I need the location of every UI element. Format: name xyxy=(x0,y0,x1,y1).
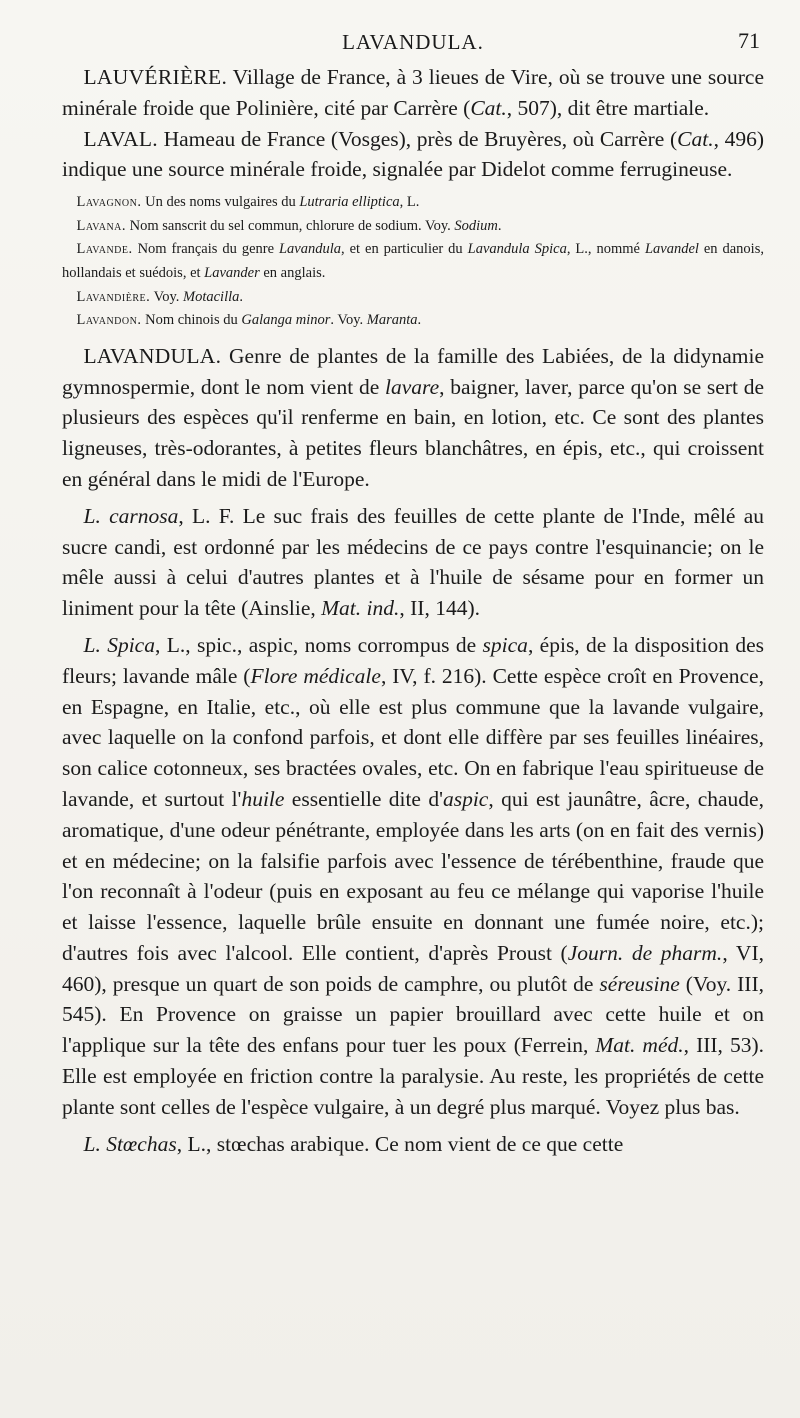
entry-term: Lavandière. xyxy=(76,288,151,305)
species-name: Lutraria elliptica xyxy=(299,194,400,211)
citation: Mat. ind. xyxy=(321,596,400,621)
entry-lavana: Lavana. Nom sanscrit du sel commun, chlorure de sodium. Voy. Sodium. xyxy=(76,217,502,234)
entry-lavagnon: Lavagnon. Un des noms vulgaires du Lutraria elliptica, L. xyxy=(76,194,420,211)
running-title: LAVANDULA. xyxy=(342,30,484,54)
species-heading: L. Stœchas xyxy=(83,1131,177,1156)
species-name: Galanga minor xyxy=(241,312,331,329)
running-head xyxy=(62,28,764,58)
species-heading: L. Spica xyxy=(83,632,155,657)
aspic-word: aspic xyxy=(442,786,489,811)
sereusine-word: séreusine xyxy=(599,971,680,996)
danish-name: Lavandel xyxy=(644,241,699,258)
oil-word: huile xyxy=(241,786,285,811)
entry-term: LAUVÉRIÈRE. xyxy=(83,65,228,89)
species-name: Lavandula Spica xyxy=(467,241,567,258)
entry-lavandon: Lavandon. Nom chinois du Galanga minor. Voy. Maranta. xyxy=(76,312,422,329)
citation: Cat. xyxy=(470,95,507,120)
minor-entries xyxy=(62,191,764,333)
entry-lavandiere: Lavandière. Voy. Motacilla. xyxy=(76,288,244,305)
latin-word: spica xyxy=(482,632,528,657)
citation: Flore médicale xyxy=(250,663,381,688)
english-name: Lavander xyxy=(204,264,260,281)
entry-carnosa: L. carnosa, L. F. Le suc frais des feuilles de cette plante de l'Inde, mêlé au sucre candi, est ordonné par les médecins de ce pays contre l'esquinancie; on le mêle aussi à celui d'autres plantes et à l'huile de sésame pour en former un liniment pour la tête (Ainslie, Mat. ind., II, 144). xyxy=(62,503,764,621)
citation: Cat. xyxy=(677,126,714,151)
main-entries-body xyxy=(62,341,764,1160)
cross-reference: Motacilla xyxy=(183,288,240,305)
cross-reference: Sodium xyxy=(454,217,498,234)
citation: Mat. méd. xyxy=(595,1033,684,1058)
entry-laval: LAVAL. Hameau de France (Vosges), près de Bruyères, où Carrère (Cat., 496) indique une source minérale froide, signalée par Didelot comme ferrugineuse. xyxy=(62,126,764,182)
genus-name: Lavandula xyxy=(278,241,342,258)
cross-reference: Maranta xyxy=(366,312,418,329)
entry-term: Lavana. xyxy=(76,217,127,234)
entry-lauveriere: LAUVÉRIÈRE. Village de France, à 3 lieues de Vire, où se trouve une source minérale froide que Polinière, cité par Carrère (Cat., 507), dit être martiale. xyxy=(62,65,764,120)
species-heading: L. carnosa xyxy=(83,503,179,528)
entry-stoechas: L. Stœchas, L., stœchas arabique. Ce nom vient de ce que cette xyxy=(83,1131,624,1156)
entry-lavande: Lavande. Nom français du genre Lavandula, et en particulier du Lavandula Spica, L., nommé Lavandel en danois, hollandais et suédois, et Lavander en anglais. xyxy=(62,241,764,281)
entry-term: Lavande. xyxy=(76,241,133,258)
entry-term: LAVANDULA. xyxy=(83,343,222,368)
entry-lavandula: LAVANDULA. Genre de plantes de la famille des Labiées, de la didynamie gymnospermie, dont le nom vient de lavare, baigner, laver, parce qu'on se sert de plusieurs des espèces qu'il renferme en bain, en lotion, etc. Ce sont des plantes ligneuses, très-odorantes, à petites fleurs blanchâtres, en épis, etc., qui croissent en général dans le midi de l'Europe. xyxy=(62,343,764,491)
main-entries-top xyxy=(62,62,764,185)
entry-term: Lavandon. xyxy=(76,312,142,329)
entry-term: LAVAL. xyxy=(83,126,158,151)
citation: Journ. de pharm. xyxy=(567,940,723,965)
latin-word: lavare xyxy=(385,374,440,399)
entry-spica: L. Spica, L., spic., aspic, noms corrompus de spica, épis, de la disposition des fleurs; lavande mâle (Flore médicale, IV, f. 216). Cette espèce croît en Provence, en Espagne, en Italie, etc., où elle est plus commune que la lavande vulgaire, avec laquelle on la confond parfois, et dont elle diffère par ses feuilles linéaires, son calice cotonneux, ses bractées ovales, etc. On en fabrique l'eau spiritueuse de lavande, et surtout l'huile essentielle dite d'aspic, qui est jaunâtre, âcre, chaude, aromatique, d'une odeur pénétrante, employée dans les arts (on en fait des vernis) et en médecine; on la falsifie parfois avec l'essence de térébenthine, fraude que l'on reconnaît à l'odeur (puis en exposant au feu ce mélange qui vaporise l'huile et laisse l'essence, laquelle brûle ensuite en donnant une fumée noire, etc.); d'autres fois avec l'alcool. Elle contient, d'après Proust (Journ. de pharm., VI, 460), presque un quart de son poids de camphre, ou plutôt de séreusine (Voy. III, 545). En Provence on graisse un papier brouillard avec cette huile et on l'applique sur la tête des enfans pour tuer les poux (Ferrein, Mat. méd., III, 53). Elle est employée en friction contre la paralysie. Au reste, les propriétés de cette plante sont celles de l'espèce vulgaire, à un degré plus marqué. Voyez plus bas. xyxy=(62,632,765,1119)
page-number: 71 xyxy=(738,28,760,53)
entry-term: Lavagnon. xyxy=(76,194,142,211)
